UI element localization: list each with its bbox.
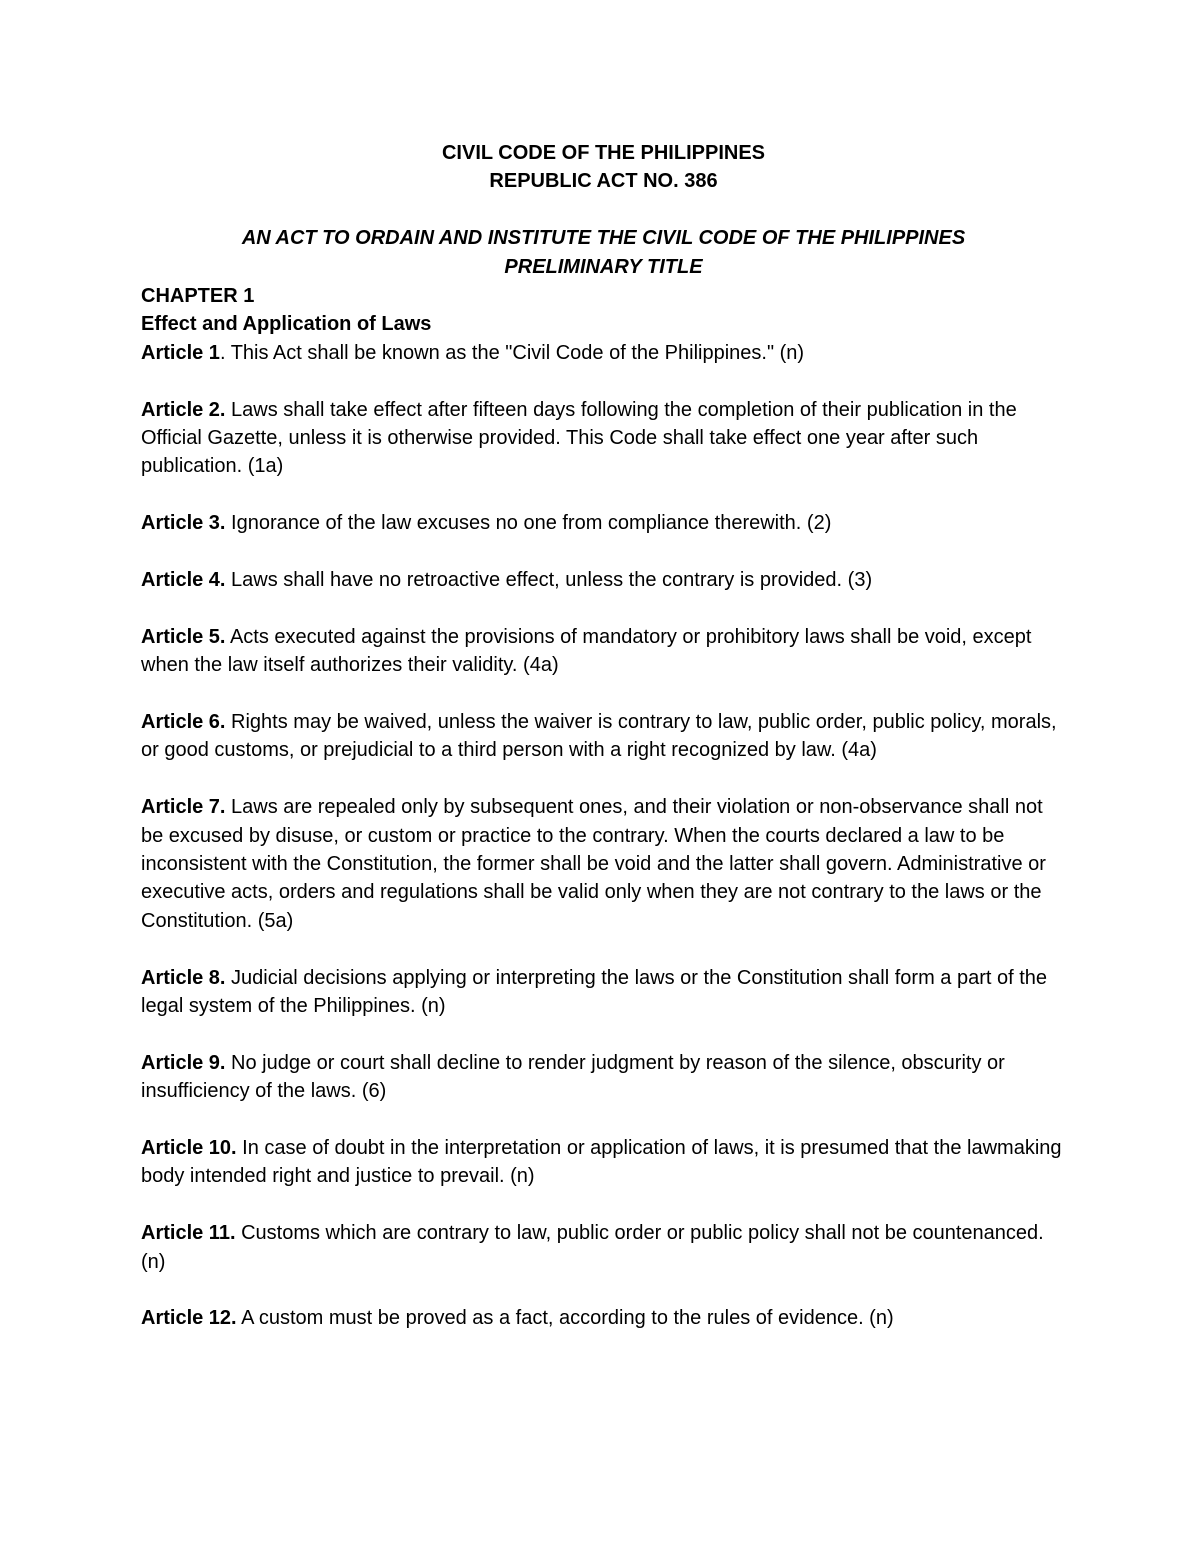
article-text: Acts executed against the provisions of mandatory or prohibitory laws shall be void, except when the law itself authorizes their validity. (4a) <box>141 625 1032 677</box>
article-text: Customs which are contrary to law, public order or public policy shall not be countenanced. (n) <box>141 1222 1044 1273</box>
article-text: A custom must be proved as a fact, according to the rules of evidence. (n) <box>236 1307 894 1330</box>
article-7 <box>141 793 1066 935</box>
chapter-heading: Effect and Application of Laws <box>141 313 432 336</box>
article-text: No judge or court shall decline to render judgment by reason of the silence, obscurity or insufficiency of the laws. (6) <box>141 1051 1005 1103</box>
article-label: Article 3. <box>141 512 226 535</box>
article-text: Laws shall have no retroactive effect, unless the contrary is provided. (3) <box>225 569 873 592</box>
article-label: Article 5. <box>141 625 226 648</box>
article-text: Rights may be waived, unless the waiver is contrary to law, public order, public policy, morals, or good customs, or prejudicial to a third person with a right recognized by law. (4a) <box>141 711 1057 762</box>
article-label: Article 10. <box>141 1137 237 1160</box>
article-label: Article 4. <box>141 569 226 592</box>
article-3 <box>141 509 1066 537</box>
preliminary-title: PRELIMINARY TITLE <box>504 255 703 278</box>
article-label: Article 1 <box>141 341 220 364</box>
article-label: Article 8. <box>141 966 226 989</box>
article-label: Article 2. <box>141 398 226 421</box>
articles-list <box>141 339 1066 1333</box>
article-text: Judicial decisions applying or interpreting the laws or the Constitution shall form a part of the legal system of the Philippines. (n) <box>141 966 1048 1018</box>
document-body <box>141 139 1066 1333</box>
article-separator: . <box>219 341 226 364</box>
article-10 <box>141 1134 1066 1191</box>
article-text: This Act shall be known as the "Civil Code of the Philippines." (n) <box>225 341 805 364</box>
article-4 <box>141 566 1066 594</box>
republic-act-number: REPUBLIC ACT NO. 386 <box>489 170 718 193</box>
article-5 <box>141 623 1066 680</box>
article-1 <box>141 339 1066 367</box>
article-text: Ignorance of the law excuses no one from compliance therewith. (2) <box>225 512 832 535</box>
article-label: Article 11. <box>141 1222 236 1245</box>
article-label: Article 9. <box>141 1051 226 1074</box>
article-2 <box>141 396 1066 481</box>
article-label: Article 7. <box>141 796 226 819</box>
spacer <box>141 196 1066 224</box>
article-9 <box>141 1049 1066 1106</box>
act-title: AN ACT TO ORDAIN AND INSTITUTE THE CIVIL CODE OF THE PHILIPPINES <box>241 227 966 250</box>
article-11 <box>141 1219 1066 1276</box>
article-text: Laws shall take effect after fifteen days following the completion of their publication in the Official Gazette, unless it is otherwise provided. This Code shall take effect one year after such publication. (1a) <box>141 398 1017 478</box>
chapter-label: CHAPTER 1 <box>141 285 255 308</box>
article-6 <box>141 708 1066 765</box>
article-12 <box>141 1304 1066 1332</box>
article-8 <box>141 964 1066 1021</box>
article-label: Article 6. <box>141 711 226 734</box>
document-title: CIVIL CODE OF THE PHILIPPINES <box>441 142 765 164</box>
article-label: Article 12. <box>141 1307 237 1330</box>
article-text: In case of doubt in the interpretation or application of laws, it is presumed that the lawmaking body intended right and justice to prevail. (n) <box>141 1137 1062 1188</box>
article-text: Laws are repealed only by subsequent ones, and their violation or non-observance shall not be excused by disuse, or custom or practice to the contrary. When the courts declared a law to be inconsistent with the Constitution, the former shall be void and the latter shall govern. Administrative or executive acts, orders and regulations shall be valid only when they are not contrary to the laws or the Constitution. (5a) <box>141 796 1046 932</box>
